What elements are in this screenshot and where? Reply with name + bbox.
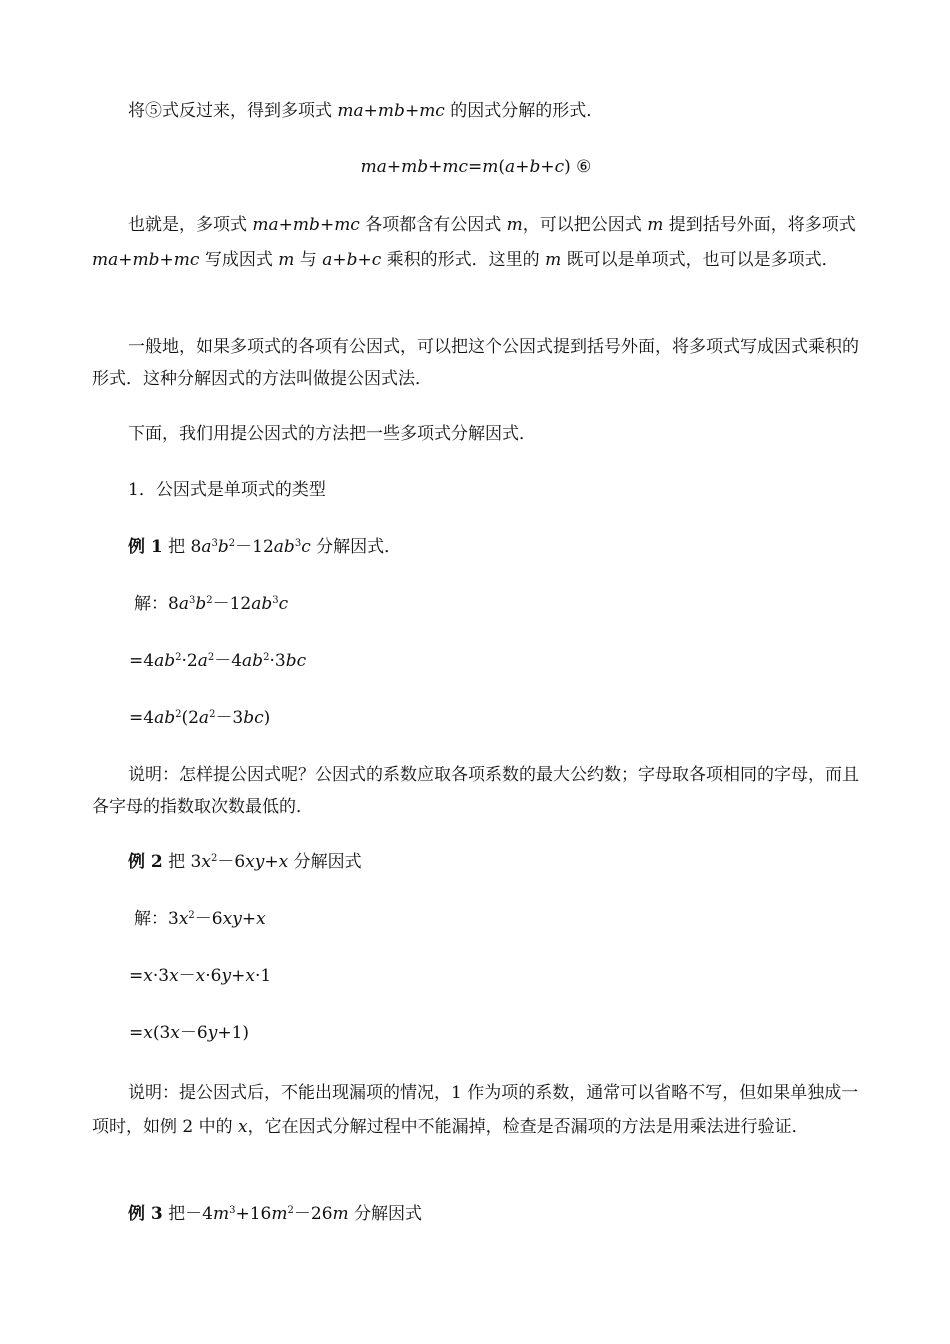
example-2-step-2: =x·3x－x·6y+x·1 bbox=[129, 966, 272, 986]
paragraph-1: 将⑤式反过来，得到多项式 ma+mb+mc 的因式分解的形式． bbox=[128, 101, 604, 121]
example-1: 例 1 把 $8a^3b^2-12ab^3c$ 分解因式． bbox=[128, 537, 402, 557]
paragraph-3: 也就是，多项式 ma+mb+mc 各项都含有公因式 m，可以把公因式 m 提到括号外面，将多项式 ma+mb+mc 写成因式 m 与 a+b+c 乘积的形式．这里的 m 既可以是单项式，也可以是多项式． bbox=[92, 215, 856, 270]
example-2-step-1: 解：$3x^2-6xy+x$ bbox=[134, 909, 266, 929]
example-1-step-2: $=4ab^2\cdot 2a^2-4ab^2\cdot 3bc$ bbox=[129, 651, 307, 671]
section-heading-1: 1．公因式是单项式的类型 bbox=[128, 480, 326, 500]
note-1: 说明：怎样提公因式呢？公因式的系数应取各项系数的最大公约数；字母取各项相同的字母，而且各字母的指数取次数最低的． bbox=[92, 765, 859, 817]
example-2: 例 2 把 $3x^2-6xy+x$ 分解因式 bbox=[128, 852, 362, 872]
example-1-step-1: 解：$8a^3b^2-12ab^3c$ bbox=[134, 594, 289, 614]
paragraph-5: 下面，我们用提公因式的方法把一些多项式分解因式． bbox=[128, 424, 536, 444]
example-1-step-3: $=4ab^2(2a^2-3bc)$ bbox=[129, 708, 271, 728]
example-3: 例 3 把$-4m^3+16m^2-26m$ 分解因式 bbox=[128, 1204, 423, 1224]
note-2: 说明：提公因式后，不能出现漏项的情况，1 作为项的系数，通常可以省略不写，但如果单独成一项时，如例 2 中的 x，它在因式分解过程中不能漏掉，检查是否漏项的方法是用乘法进行验证． bbox=[92, 1083, 859, 1137]
paragraph-4: 一般地，如果多项式的各项有公因式，可以把这个公因式提到括号外面，将多项式写成因式乘积的形式．这种分解因式的方法叫做提公因式法． bbox=[92, 337, 859, 389]
equation-6: ma+mb+mc=m(a+b+c) ⑥ bbox=[360, 157, 592, 177]
example-2-step-3: =x(3x－6y+1) bbox=[129, 1023, 250, 1043]
